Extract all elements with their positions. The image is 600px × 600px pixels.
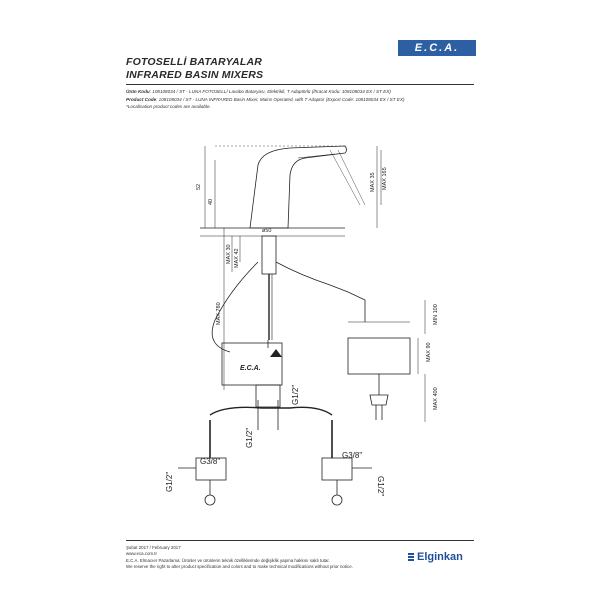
dim-label: MAX 42 [234, 248, 240, 268]
dim-label: MAX 30 [226, 244, 232, 264]
angle-valve-right [322, 458, 372, 505]
shank [262, 236, 276, 274]
elginkan-brand: Elginkan [408, 551, 463, 563]
plug [370, 395, 388, 405]
footer-disclaimer-tr: E.C.A. Elmacıer Pazarlama: Ürünler ve ürünlerin teknik özelliklerinde değişiklik yapma hakkını saklı tutar. [126, 558, 330, 563]
thread-label: G1/2" [245, 427, 254, 448]
product-code-tr: Ürün Kodu: 108108034 / ST - LUNA FOTOSELLİ Lavabo Bataryası, Elektrikli, T Adaptörlü (İhracat Kodu: 108108034 EX / ST EX) [126, 89, 391, 94]
dim-label: ø50 [262, 228, 272, 234]
dim-label: MAX 90 [426, 342, 432, 362]
footer-date: Şubat 2017 / February 2017 [126, 545, 181, 550]
thread-label: G1/2" [291, 384, 300, 405]
t-adaptor-hose [210, 407, 332, 415]
dim-label: MAX 165 [382, 167, 388, 190]
dim-label: MAX 400 [433, 387, 439, 410]
power-adaptor [348, 338, 410, 374]
dim-label: MIN 100 [433, 304, 439, 325]
footer-disclaimer-en: We reserve the right to alter product specification and colors and to make technical modifications without prior notice. [126, 564, 353, 569]
thread-label: G3/8" [200, 457, 221, 466]
product-code-en: Product Code: 108108034 / ST - LUNA INFRARED Basin Mixer, Mains Operated, with T Adaptor (Export Code: 108108034 EX / ST EX) [126, 97, 405, 102]
sensor-cable [276, 262, 365, 322]
title-turkish: FOTOSELLİ BATARYALAR [126, 56, 263, 68]
localisation-note: *Localisation product codes are available. [126, 104, 211, 109]
dim-label: MAX 35 [370, 172, 376, 192]
thread-label: G3/8" [342, 451, 363, 460]
dim-label: 52 [196, 183, 202, 190]
thread-label: G1/2" [165, 471, 174, 492]
arrow-up-icon [270, 349, 282, 357]
valve-box-logo: E.C.A. [240, 365, 261, 372]
dim-label: 40 [208, 198, 214, 205]
elginkan-logo-icon [408, 553, 414, 561]
footer-divider [126, 540, 474, 541]
thread-label: G1/2" [376, 476, 385, 497]
title-english: INFRARED BASIN MIXERS [126, 69, 264, 81]
dim-label: MAX 780 [216, 302, 222, 325]
eca-logo: E.C.A. [398, 40, 476, 56]
solenoid-valve-box [222, 343, 282, 385]
faucet-body [250, 146, 347, 228]
footer-url: www.eca.com.tr [126, 551, 157, 556]
